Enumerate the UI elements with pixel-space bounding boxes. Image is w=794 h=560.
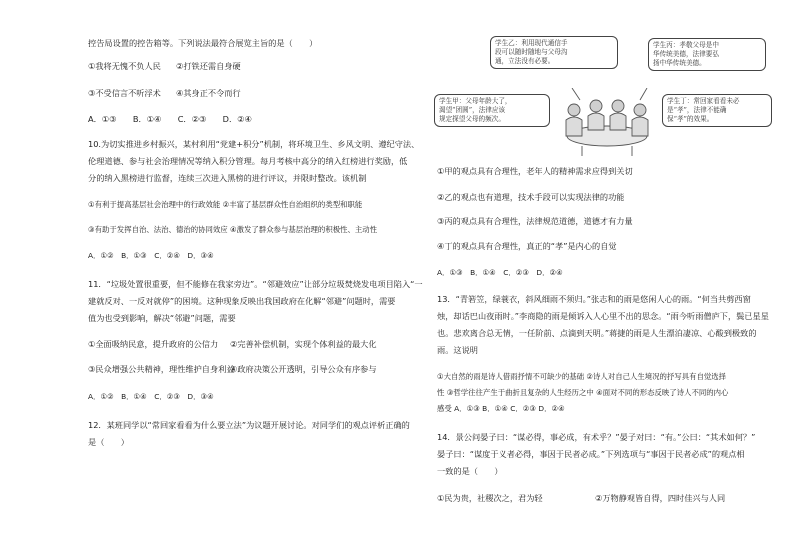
q12-stem-line-2: 是（ ） xyxy=(88,437,129,447)
q12-option-3: ③丙的观点具有合理性，法律规范道德，道德才有力量 xyxy=(437,216,633,226)
speech-bubble-student-a: 学生甲：父母年龄大了， 渴望“团圆”，法律应该 规定探望父母的频次。 xyxy=(434,94,550,127)
speech-bubble-student-c: 学生丙：孝敬父母是中 华传统美德，法律要弘 扬中华传统美德。 xyxy=(648,38,766,71)
q14-stem-line-2: 晏子曰：“谋度于义者必得，事因于民者必成。”下列选项与“事因于民者必成”的观点相 xyxy=(437,449,745,459)
q14-option-2: ②万物静观皆自得，四时佳兴与人同 xyxy=(595,493,726,503)
q13-options-line-2: 性 ③哲学往往产生于曲折且复杂的人生经历之中 ④面对不同的形态反映了诗人不同的内心 xyxy=(437,388,729,397)
q10-answers: A．①② B．①③ C．②④ D．③④ xyxy=(88,251,214,260)
q14-stem-line-1: 14．景公问晏子曰：“谋必得，事必成，有术乎？”晏子对曰：“有。”公曰：“其术如何？” xyxy=(437,432,756,442)
q10-stem-line-3: 分的纳入黑榜进行监督，连续三次进入黑榜的进行评议，并限时整改。该机制 xyxy=(88,173,367,183)
q11-stem-line-2: 建就反对、一反对就停”的困境。这种现象反映出我国政府在化解“邻避”问题时，需要 xyxy=(88,296,396,306)
q9-stem-tail: 控告局设置的控告箱等。下列说法最符合展览主旨的是（ ） xyxy=(88,38,318,48)
q9-option-1: ①我将无愧不负人民 xyxy=(88,61,161,71)
q9-option-4: ④其身正不令而行 xyxy=(176,88,241,98)
q9-answers: A．①③ B．①④ C．②③ D．②④ xyxy=(88,114,252,124)
q10-options-line-1: ①有利于提高基层社会治理中的行政效能 ②丰富了基层群众性自治组织的类型和职能 xyxy=(88,200,363,209)
q13-stem-line-4: 雨。这说明 xyxy=(437,345,478,355)
q11-option-1: ①全面吸纳民意，提升政府的公信力 xyxy=(88,339,219,349)
q13-options-line-1: ①大自然的雨是诗人借雨抒情不可缺少的基础 ②诗人对自己人生境况的抒写具有自觉选择 xyxy=(437,372,727,381)
q13-stem-line-3: 也。悲欢离合总无情，一任阶前、点滴到天明。”蒋捷的雨是人生漂泊凄凉、心酸到极致的 xyxy=(437,328,757,338)
q13-stem-line-2: 烛，却话巴山夜雨时。”李商隐的雨是倾诉入人心里不出的思念。“雨今听雨僧庐下，鬓已星星 xyxy=(437,311,769,321)
q11-option-4: ④政府决策公开透明，引导公众有序参与 xyxy=(230,364,377,374)
q11-stem-line-1: 11．“垃圾处置很重要，但不能修在我家旁边”。“邻避效应”让部分垃圾焚烧发电项目陷入“一 xyxy=(88,279,423,289)
speech-bubble-student-b: 学生乙：利用现代通信手 段可以随时随地与父母沟 通，立法没有必要。 xyxy=(490,36,618,69)
q10-stem-line-2: 伦理道德、参与社会治理情况等纳入积分管理。每月考核中高分的纳入红榜进行奖励，低 xyxy=(88,156,408,166)
q11-option-3: ③民众增强公共精神，理性维护自身利益 xyxy=(88,364,235,374)
q13-options-line-3: 感受 A．①③ B．①④ C．②③ D．②④ xyxy=(437,404,565,413)
students-discussion-illustration xyxy=(552,88,662,158)
q13-stem-line-1: 13．“青箬笠，绿蓑衣，斜风细雨不须归。”张志和的雨是悠闲人心的雨。“何当共剪西窗 xyxy=(437,294,751,304)
q12-option-1: ①甲的观点具有合理性，老年人的精神需求应得到关切 xyxy=(437,166,633,176)
q12-stem-line-1: 12．某班同学以“常回家看看为什么要立法”为议题开展讨论。对同学们的观点评析正确的 xyxy=(88,420,410,430)
q10-stem-line-1: 10.为切实推进乡村振兴，某村利用“党建+积分”机制，将环境卫生、乡风文明、遵纪守法、 xyxy=(88,139,420,149)
q12-answers: A．①③ B．①④ C．②③ D．②④ xyxy=(437,268,563,277)
q11-stem-line-3: 值为也受到影响，解决“邻避”问题，需要 xyxy=(88,313,236,323)
q12-comic xyxy=(432,36,772,158)
q12-option-4: ④丁的观点具有合理性，真正的“孝”是内心的自觉 xyxy=(437,241,617,251)
q14-option-1: ①民为贵，社稷次之，君为轻 xyxy=(437,493,543,503)
q12-option-2: ②乙的观点也有道理，技术手段可以实现法律的功能 xyxy=(437,192,625,202)
q9-option-2: ②打铁还需自身硬 xyxy=(176,61,241,71)
q10-options-line-2: ③有助于发挥自治、法治、德治的协同效应 ④激发了群众参与基层治理的积极性、主动性 xyxy=(88,225,378,234)
q11-answers: A．①② B．①④ C．②③ D．③④ xyxy=(88,392,214,401)
q11-option-2: ②完善补偿机制，实现个体利益的最大化 xyxy=(230,339,377,349)
q9-option-3: ③不受信言不听浮术 xyxy=(88,88,161,98)
speech-bubble-student-d: 学生丁：常回家看看未必 是“孝”，法律不能确 保“孝”的效果。 xyxy=(662,94,772,127)
q14-stem-line-3: 一致的是（ ） xyxy=(437,466,503,476)
